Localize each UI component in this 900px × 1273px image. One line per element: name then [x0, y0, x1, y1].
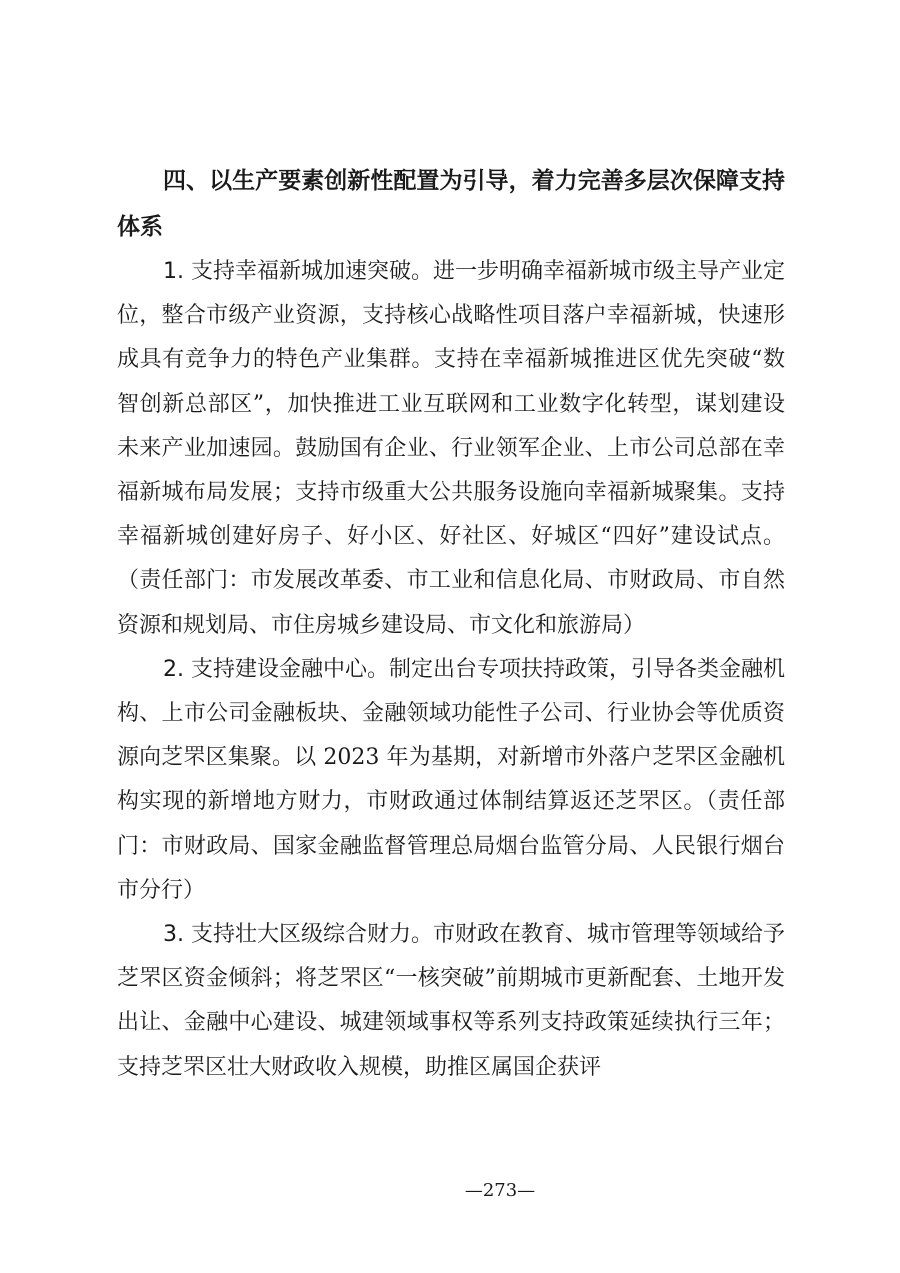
paragraph-2-lead: 2. 支持建设金融中心。: [163, 656, 389, 682]
document-page: [117, 158, 785, 1090]
paragraph-2-body: 制定出台专项扶持政策，引导各类金融机构、上市公司金融板块、金融领域功能性子公司、行业协会等优质资源向芝罘区集聚。以 2023 年为基期，对新增市外落户芝罘区金融机构实现的新增地方财力，市财政通过体制结算返还芝罘区。（责任部门：市财政局、国家金融监督管理总局烟台监管分局、人民银行烟台市分行）: [117, 656, 785, 903]
paragraph-1: [117, 250, 785, 648]
page-number: —273—: [464, 1180, 536, 1201]
paragraph-2: [117, 648, 785, 913]
section-heading: 四、以生产要素创新性配置为引导，着力完善多层次保障支持体系: [117, 168, 785, 240]
paragraph-1-lead: 1. 支持幸福新城加速突破。: [163, 259, 433, 284]
paragraph-1-body: 进一步明确幸福新城市级主导产业定位，整合市级产业资源，支持核心战略性项目落户幸福新城，快速形成具有竞争力的特色产业集群。支持在幸福新城推进区优先突破“数智创新总部区”，加快推进工业互联网和工业数字化转型，谋划建设未来产业加速园。鼓励国有企业、行业领军企业、上市公司总部在幸福新城布局发展；支持市级重大公共服务设施向幸福新城聚集。支持幸福新城创建好房子、好小区、好社区、好城区“四好”建设试点。（责任部门：市发展改革委、市工业和信息化局、市财政局、市自然资源和规划局、市住房城乡建设局、市文化和旅游局）: [117, 259, 785, 638]
paragraph-3-body: 市财政在教育、城市管理等领域给予芝罘区资金倾斜；将芝罘区“一核突破”前期城市更新配套、土地开发出让、金融中心建设、城建领域事权等系列支持政策延续执行三年；支持芝罘区壮大财政收入规模，助推区属国企获评: [117, 922, 785, 1080]
paragraph-3: [117, 913, 785, 1090]
paragraph-3-lead: 3. 支持壮大区级综合财力。: [163, 922, 433, 948]
